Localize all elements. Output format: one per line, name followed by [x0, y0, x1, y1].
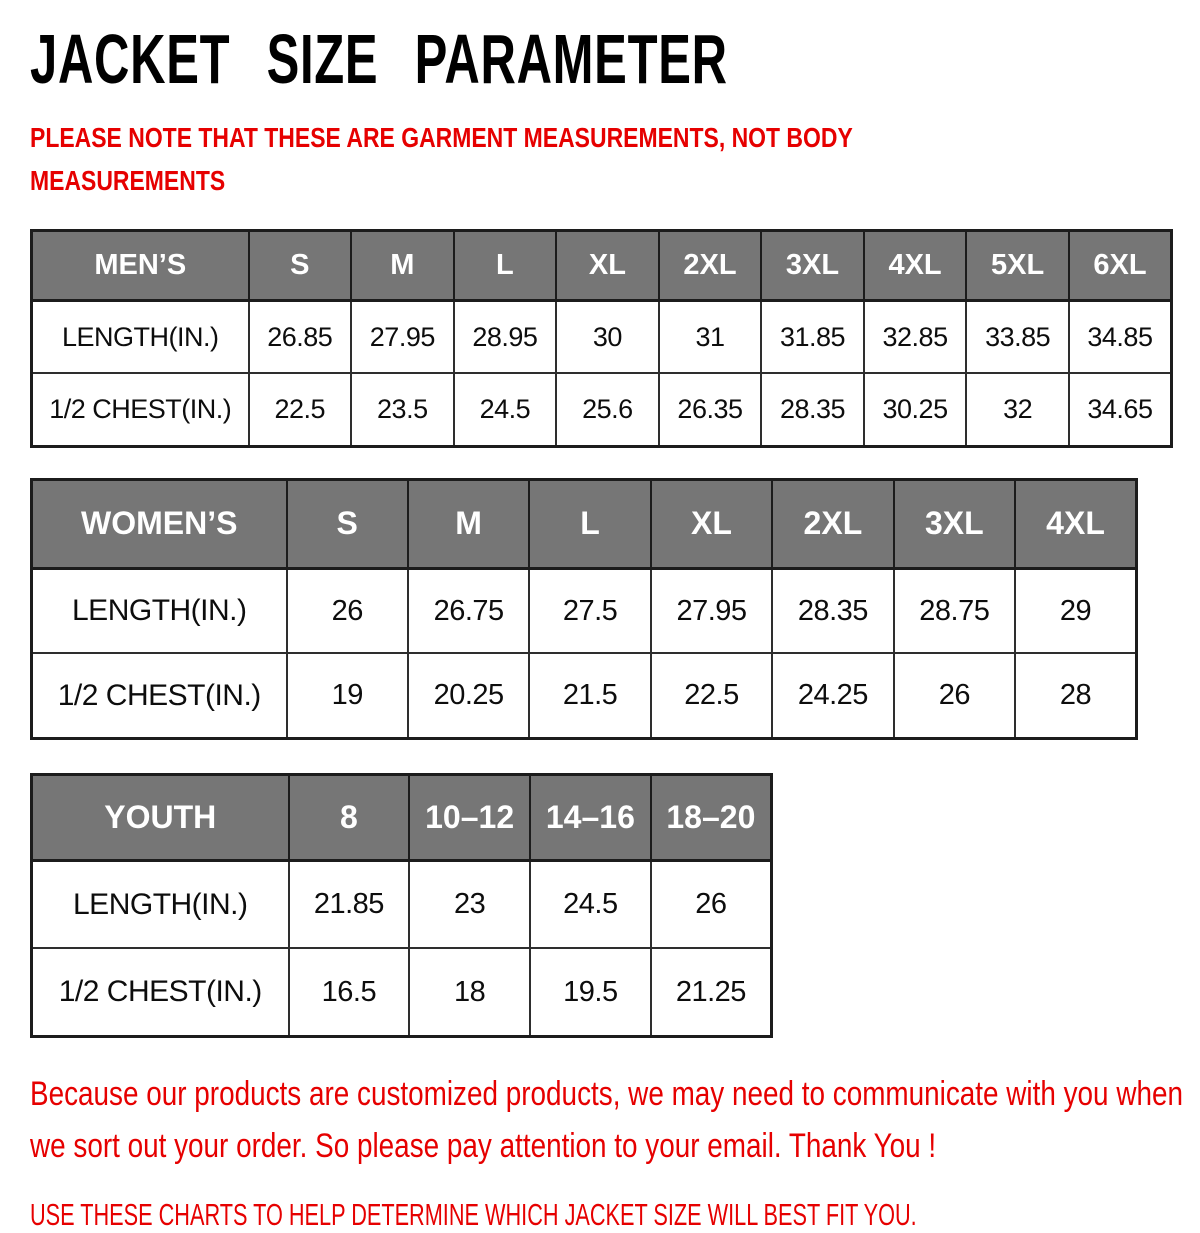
size-value-cell: 18 — [409, 948, 530, 1036]
size-value-cell: 22.5 — [249, 373, 352, 446]
youth-size-table — [30, 773, 773, 1038]
mens-size-header-l: L — [454, 230, 557, 300]
size-value-cell: 30 — [556, 300, 659, 373]
youth-header-row — [32, 774, 772, 860]
row-label: 1/2 CHEST(IN.) — [32, 653, 287, 738]
size-value-cell: 28.35 — [772, 568, 893, 653]
size-value-cell: 26.35 — [659, 373, 762, 446]
size-value-cell: 32 — [966, 373, 1069, 446]
size-value-cell: 28 — [1015, 653, 1136, 738]
size-value-cell: 32.85 — [864, 300, 967, 373]
row-label: 1/2 CHEST(IN.) — [32, 948, 289, 1036]
mens-size-header-3xl: 3XL — [761, 230, 864, 300]
size-value-cell: 21.25 — [651, 948, 772, 1036]
size-value-cell: 34.65 — [1069, 373, 1172, 446]
size-value-cell: 24.5 — [454, 373, 557, 446]
mens-size-header-2xl: 2XL — [659, 230, 762, 300]
size-value-cell: 21.5 — [529, 653, 650, 738]
size-value-cell: 29 — [1015, 568, 1136, 653]
size-value-cell: 26 — [287, 568, 408, 653]
size-value-cell: 27.95 — [351, 300, 454, 373]
row-label: LENGTH(IN.) — [32, 568, 287, 653]
customized-order-note: Because our products are customized products, we may need to communicate with you when we sort out your order. So please pay attention to your email. Thank You ! — [30, 1074, 1183, 1166]
womens-size-header-4xl: 4XL — [1015, 479, 1136, 568]
size-value-cell: 19 — [287, 653, 408, 738]
womens-size-header-xl: XL — [651, 479, 772, 568]
size-value-cell: 27.95 — [651, 568, 772, 653]
row-label: 1/2 CHEST(IN.) — [32, 373, 249, 446]
size-value-cell: 19.5 — [530, 948, 651, 1036]
size-value-cell: 24.5 — [530, 860, 651, 948]
chart-usage-note: USE THESE CHARTS TO HELP DETERMINE WHICH JACKET SIZE WILL BEST FIT YOU. — [30, 1197, 917, 1233]
size-value-cell: 26 — [894, 653, 1015, 738]
mens-header-row — [32, 230, 1172, 300]
womens-chest-row — [32, 653, 1137, 738]
mens-size-header-6xl: 6XL — [1069, 230, 1172, 300]
youth-chest-row — [32, 948, 772, 1036]
row-label: LENGTH(IN.) — [32, 860, 289, 948]
size-value-cell: 31 — [659, 300, 762, 373]
size-value-cell: 28.35 — [761, 373, 864, 446]
womens-size-header-m: M — [408, 479, 529, 568]
womens-size-header-3xl: 3XL — [894, 479, 1015, 568]
size-value-cell: 26.75 — [408, 568, 529, 653]
womens-length-row — [32, 568, 1137, 653]
size-value-cell: 28.75 — [894, 568, 1015, 653]
size-value-cell: 22.5 — [651, 653, 772, 738]
size-value-cell: 27.5 — [529, 568, 650, 653]
womens-size-header-2xl: 2XL — [772, 479, 893, 568]
size-value-cell: 26 — [651, 860, 772, 948]
size-value-cell: 34.85 — [1069, 300, 1172, 373]
mens-chest-row — [32, 373, 1172, 446]
womens-header-row — [32, 479, 1137, 568]
row-label: LENGTH(IN.) — [32, 300, 249, 373]
youth-size-header-18-20: 18–20 — [651, 774, 772, 860]
size-value-cell: 33.85 — [966, 300, 1069, 373]
page-title: JACKET SIZE PARAMETER — [30, 20, 728, 98]
womens-size-header-s: S — [287, 479, 408, 568]
size-value-cell: 16.5 — [289, 948, 410, 1036]
garment-measurement-note: PLEASE NOTE THAT THESE ARE GARMENT MEASUREMENTS, NOT BODY MEASUREMENTS — [30, 122, 853, 197]
mens-size-header-xl: XL — [556, 230, 659, 300]
mens-size-header-4xl: 4XL — [864, 230, 967, 300]
youth-size-header-14-16: 14–16 — [530, 774, 651, 860]
mens-length-row — [32, 300, 1172, 373]
mens-size-header-m: M — [351, 230, 454, 300]
size-value-cell: 30.25 — [864, 373, 967, 446]
youth-size-header-8: 8 — [289, 774, 410, 860]
youth-length-row — [32, 860, 772, 948]
mens-size-header-5xl: 5XL — [966, 230, 1069, 300]
womens-table-title: WOMEN’S — [32, 479, 287, 568]
size-value-cell: 25.6 — [556, 373, 659, 446]
mens-size-table — [30, 229, 1173, 448]
size-value-cell: 21.85 — [289, 860, 410, 948]
youth-table-title: YOUTH — [32, 774, 289, 860]
mens-table-title: MEN’S — [32, 230, 249, 300]
womens-size-header-l: L — [529, 479, 650, 568]
size-value-cell: 31.85 — [761, 300, 864, 373]
mens-size-header-s: S — [249, 230, 352, 300]
size-value-cell: 23.5 — [351, 373, 454, 446]
size-value-cell: 26.85 — [249, 300, 352, 373]
womens-size-table — [30, 478, 1138, 740]
size-value-cell: 23 — [409, 860, 530, 948]
size-chart-page — [0, 20, 1200, 1233]
size-value-cell: 20.25 — [408, 653, 529, 738]
youth-size-header-10-12: 10–12 — [409, 774, 530, 860]
size-value-cell: 24.25 — [772, 653, 893, 738]
size-value-cell: 28.95 — [454, 300, 557, 373]
